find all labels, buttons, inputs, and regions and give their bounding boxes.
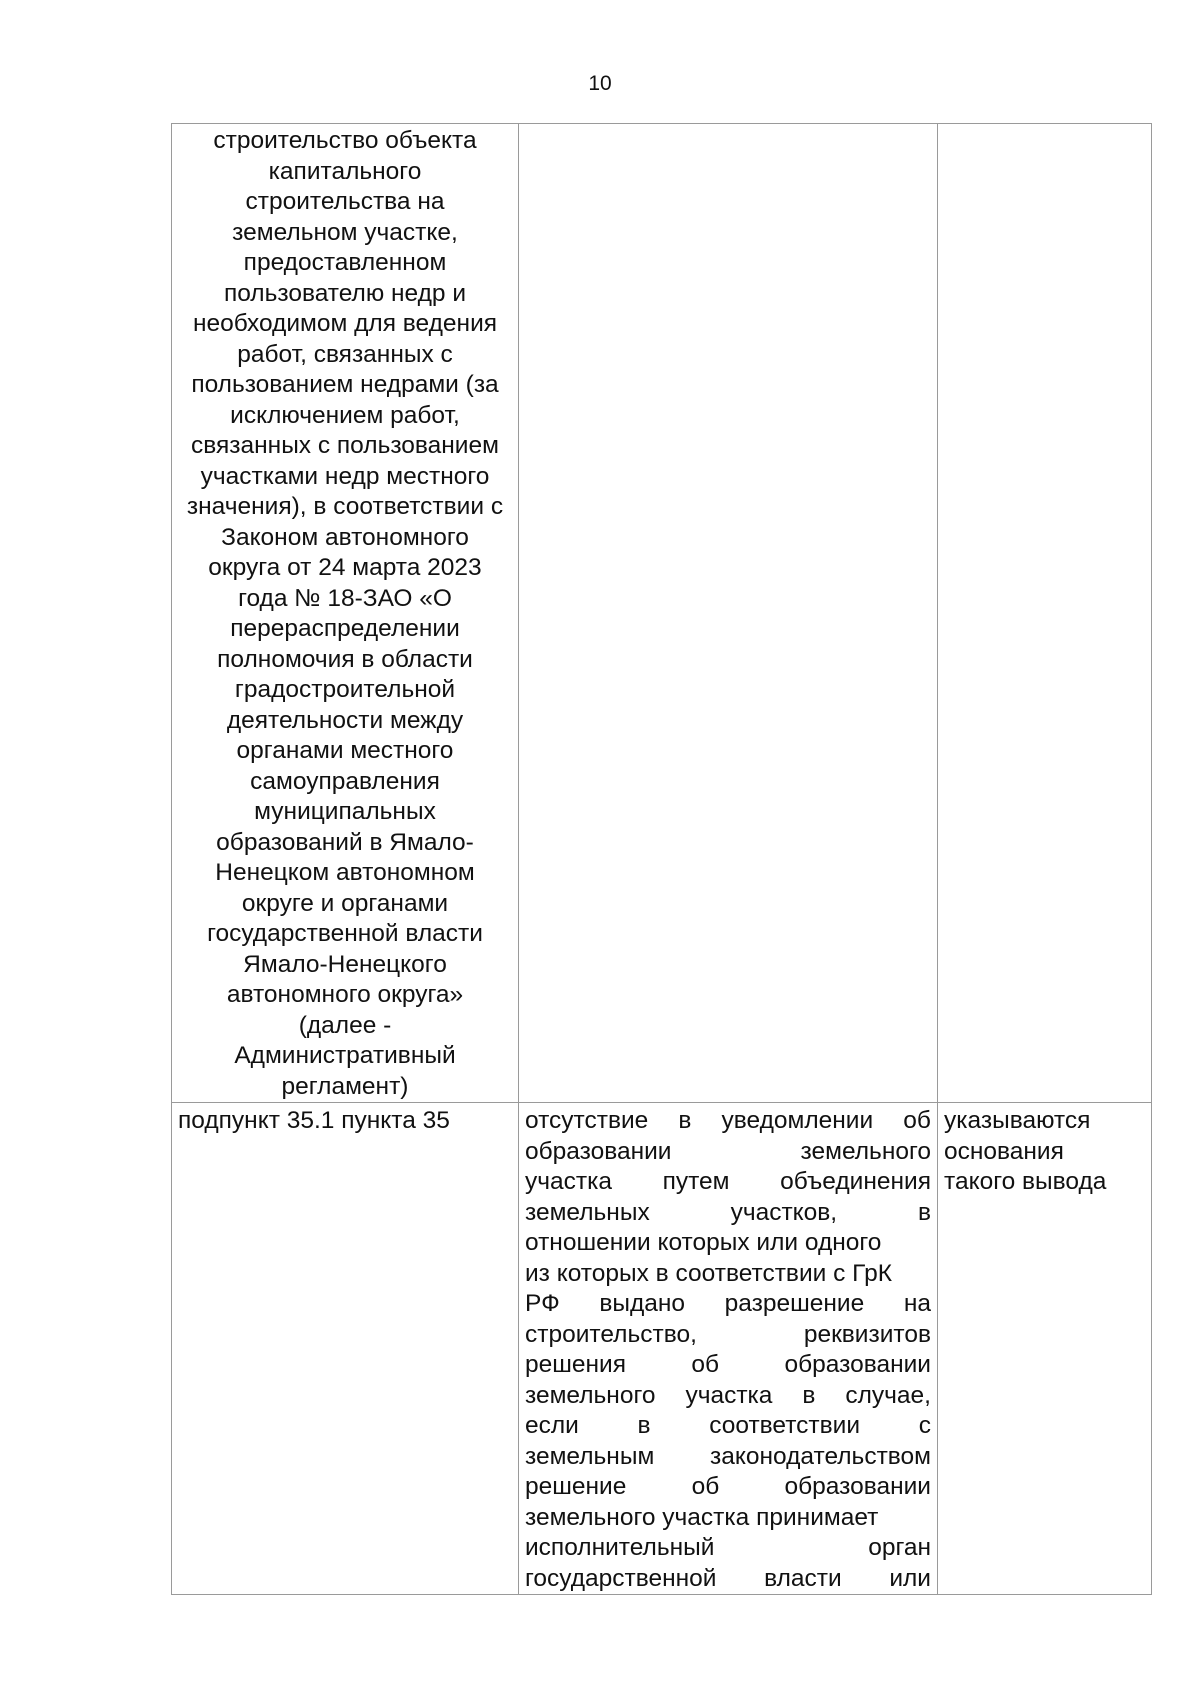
word: земельного [800,1137,931,1165]
text-line: необходимом для ведения [192,310,498,337]
text-line: значения), в соответствии с [186,493,504,520]
page-number: 10 [588,72,612,95]
word: отсутствие [525,1107,649,1134]
text-line: государственной власти [207,920,483,947]
text-line [525,1137,931,1168]
word: РФ [525,1290,560,1317]
table-cell-empty [519,124,938,1103]
word: образовании [784,1473,931,1500]
text-line [525,1564,931,1595]
text-line [525,1442,931,1473]
word: случае, [845,1381,931,1409]
word: участков, [730,1198,838,1226]
text-line: отношении которых или одного [525,1229,882,1256]
text-line: (далее - [298,1011,392,1039]
text-line: деятельности между [226,706,464,734]
table-cell-note [938,1103,1152,1595]
text-line: округа от 24 марта 2023 [208,554,482,581]
text-line: муниципальных [254,798,436,825]
text-line: Ненецком автономном [215,859,475,886]
text-line: строительства на [245,188,445,215]
text-line: исключением работ, [230,401,460,429]
word: разрешение [724,1290,865,1317]
text-line: основания [944,1137,1064,1165]
text-line: пользователю недр и [223,279,467,307]
text-line: пользованием недрами (за [191,371,499,398]
text-line [525,1198,931,1229]
word: земельных [525,1198,650,1226]
text-line: капитального [268,157,422,185]
table-row [172,1103,1152,1595]
word: об [691,1351,720,1378]
text-line: связанных с пользованием [191,432,499,459]
table-row [172,124,1152,1103]
text-line: указываются [944,1107,1091,1134]
word: исполнительный [525,1534,715,1561]
text-line: перераспределении [230,615,460,642]
text-line [525,1106,931,1137]
text-line: года № 18-ЗАО «О [238,584,452,612]
text-line: работ, связанных с [237,340,453,368]
word: земельного [525,1381,656,1409]
word: строительство, [525,1320,697,1348]
word: образовании [784,1351,931,1378]
word: участка [685,1381,773,1409]
text-line: самоуправления [250,767,440,795]
table-cell-reason [519,1103,938,1595]
text-line: земельного участка принимает [525,1503,879,1531]
word: участка [525,1168,612,1195]
text-line: автономного округа» [226,981,464,1008]
word: в [678,1107,692,1134]
word: с [918,1412,931,1439]
text-line [525,1167,931,1198]
text-line [525,1289,931,1320]
word: образовании [525,1137,672,1165]
text-line: градостроительной [234,676,456,703]
table-cell-legal-basis [172,124,519,1103]
word: в [917,1198,931,1226]
text-line: органами местного [236,737,454,764]
text-line: регламент) [281,1072,409,1100]
text-line [525,1472,931,1503]
text-line: Законом автономного [221,523,469,551]
word: власти [764,1564,842,1592]
word: об [903,1107,931,1134]
word: земельным [525,1442,655,1470]
text-line: подпункт 35.1 пункта 35 [178,1107,450,1134]
document-table [171,123,1152,1595]
word: решения [525,1351,627,1378]
word: в [637,1412,651,1439]
text-line [525,1411,931,1442]
word: выдано [599,1290,686,1317]
word: путем [662,1168,730,1195]
word: соответствии [709,1412,861,1439]
word: если [525,1412,579,1439]
word: государственной [525,1564,717,1592]
text-line [525,1533,931,1564]
table-cell-empty [938,124,1152,1103]
word: орган [868,1534,931,1561]
text-line: образований в Ямало- [216,828,474,856]
text-line: Административный [234,1042,456,1069]
word: уведомлении [721,1107,874,1134]
text-line: из которых в соответствии с ГрК [525,1259,892,1287]
word: об [691,1473,720,1500]
word: объединения [780,1168,931,1195]
text-line [525,1320,931,1351]
text-line: участками недр местного [200,462,490,490]
word: в [802,1381,816,1409]
text-line: округе и органами [241,889,449,917]
word: реквизитов [803,1320,931,1348]
text-line: предоставленном [243,249,447,276]
text-line: строительство объекта [213,127,477,154]
word: или [889,1564,931,1592]
text-line: земельном участке, [232,218,458,246]
table-cell-reference [172,1103,519,1595]
text-line [525,1381,931,1412]
text-line [525,1350,931,1381]
word: решение [525,1473,627,1500]
word: законодательством [710,1442,931,1470]
word: на [903,1290,931,1317]
text-line: Ямало-Ненецкого [243,950,447,978]
text-line: полномочия в области [217,645,473,673]
text-line: такого вывода [944,1168,1107,1195]
